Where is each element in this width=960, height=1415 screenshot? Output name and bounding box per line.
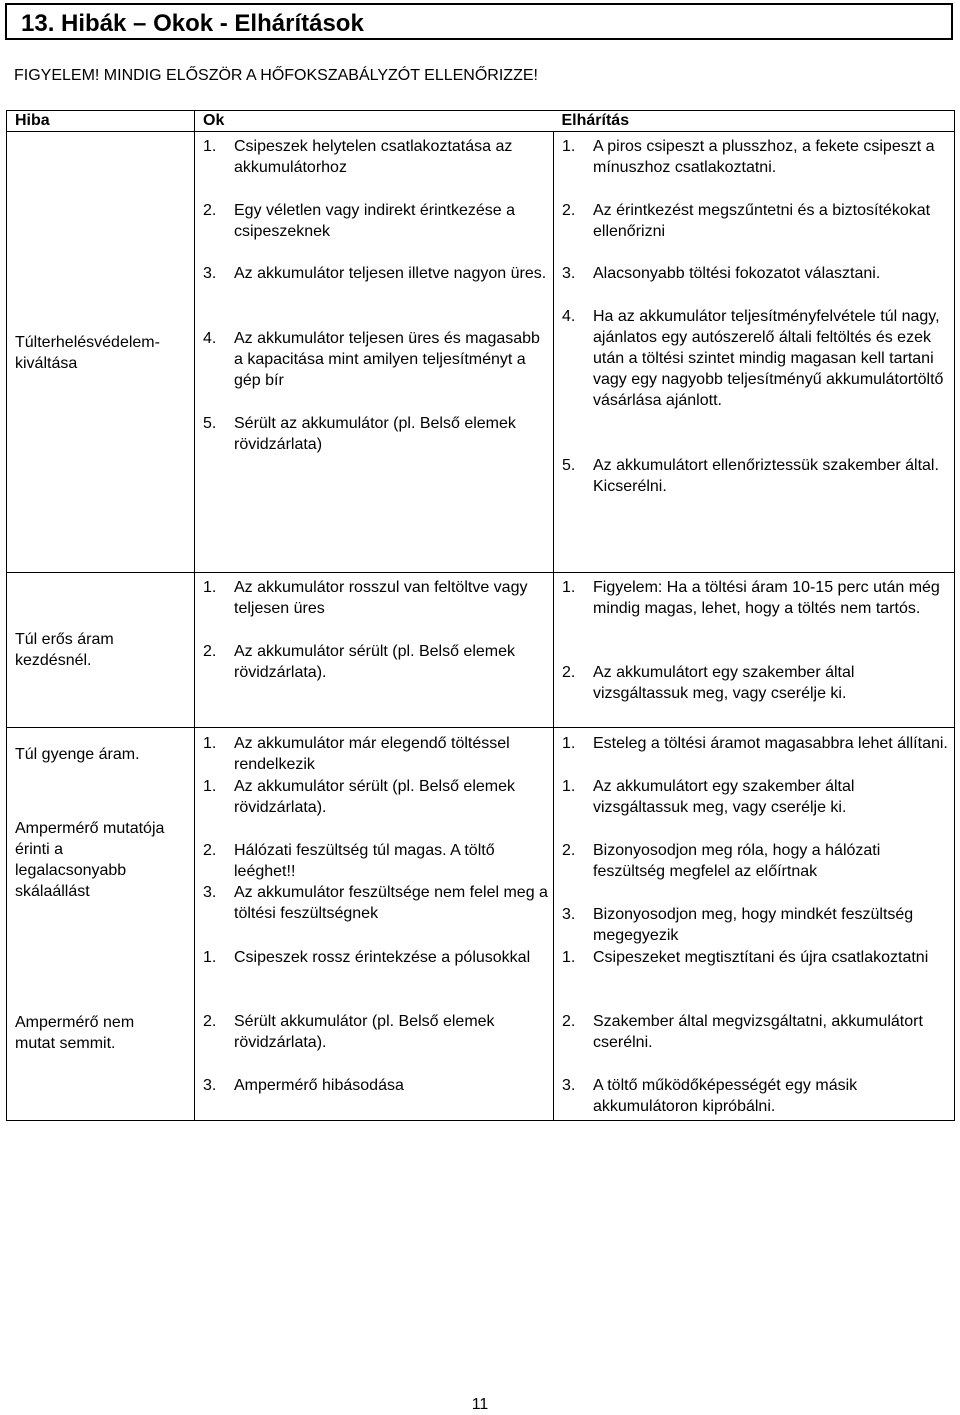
item-text: A piros csipeszt a plusszhoz, a fekete csipeszt a mínuszhoz csatlakoztatni. xyxy=(593,138,935,176)
hiba-text: Túlterhelésvédelem-kiváltása xyxy=(15,334,160,372)
item-text: Az akkumulátort egy szakember által vizsgáltassuk meg, vagy cserélje ki. xyxy=(593,778,855,816)
item-number: 3. xyxy=(203,884,217,901)
table-row xyxy=(7,728,955,1121)
item-number: 1. xyxy=(203,949,217,966)
item-text: Az érintkezést megszűntetni és a biztosítékokat ellenőrizni xyxy=(593,202,931,240)
hiba-cell xyxy=(7,573,195,728)
header-hiba: Hiba xyxy=(7,111,195,132)
item-number: 2. xyxy=(203,643,217,660)
page-number: 11 xyxy=(471,1396,489,1413)
list-item xyxy=(203,136,549,178)
hiba-text: Ampermérő mutatója érinti a legalacsonyabb skálaállást xyxy=(15,820,165,900)
item-number: 1. xyxy=(203,138,217,155)
item-number: 1. xyxy=(562,138,576,155)
list-item xyxy=(562,1075,950,1117)
elharitas-cell xyxy=(554,573,955,728)
item-text: Sérült akkumulátor (pl. Belső elemek rövidzárlata). xyxy=(234,1013,495,1051)
list-item xyxy=(562,263,950,284)
ok-cell xyxy=(195,573,554,728)
elharitas-cell xyxy=(554,728,955,1121)
item-number: 2. xyxy=(562,1013,576,1030)
ok-cell xyxy=(195,728,554,1121)
item-number: 4. xyxy=(203,330,217,347)
item-number: 3. xyxy=(562,906,576,923)
item-text: Az akkumulátor már elegendő töltéssel rendelkezik xyxy=(234,735,510,773)
list-item xyxy=(562,577,950,619)
header-elharitas: Elhárítás xyxy=(554,111,955,132)
list-item xyxy=(203,577,549,619)
item-text: Az akkumulátor sérült (pl. Belső elemek rövidzárlata). xyxy=(234,778,515,816)
item-text: Ha az akkumulátor teljesítményfelvétele túl nagy, ajánlatos egy autószerelő általi feltöltés és ezek után a töltési szintet mindig magasan kell tartani vagy egy nagyobb teljesítményű akkumulátortöltő vásárlása ajánlott. xyxy=(593,308,944,409)
item-number: 2. xyxy=(562,664,576,681)
item-number: 3. xyxy=(203,1077,217,1094)
item-number: 2. xyxy=(562,202,576,219)
list-item xyxy=(203,947,549,968)
item-number: 1. xyxy=(203,579,217,596)
list-item xyxy=(203,263,549,284)
hiba-cell xyxy=(7,728,195,1121)
item-number: 3. xyxy=(562,265,576,282)
list-item xyxy=(562,662,950,704)
list-item xyxy=(203,840,549,882)
list-item xyxy=(203,776,549,818)
table-row xyxy=(7,573,955,728)
item-number: 1. xyxy=(562,778,576,795)
item-text: Sérült az akkumulátor (pl. Belső elemek rövidzárlata) xyxy=(234,415,516,453)
item-text: Bizonyosodjon meg róla, hogy a hálózati feszültség megfelel az előírtnak xyxy=(593,842,881,880)
list-item xyxy=(203,882,549,924)
item-text: Egy véletlen vagy indirekt érintkezése a csipeszeknek xyxy=(234,202,516,240)
list-item xyxy=(562,947,950,968)
item-text: Csipeszeket megtisztítani és újra csatlakoztatni xyxy=(593,949,929,966)
item-number: 1. xyxy=(562,949,576,966)
list-item xyxy=(562,455,950,497)
hiba-text: Túl gyenge áram. xyxy=(15,746,140,763)
item-text: Figyelem: Ha a töltési áram 10-15 perc után még mindig magas, lehet, hogy a töltés nem tartós. xyxy=(593,579,940,617)
troubleshooting-table xyxy=(6,110,955,1121)
item-text: Esteleg a töltési áramot magasabbra lehet állítani. xyxy=(593,735,948,752)
table-header-row xyxy=(7,111,955,132)
item-number: 2. xyxy=(203,1013,217,1030)
ok-cell xyxy=(195,132,554,573)
item-text: Az akkumulátort egy szakember által vizsgáltassuk meg, vagy cserélje ki. xyxy=(593,664,855,702)
list-item xyxy=(203,1011,549,1053)
item-text: Szakember által megvizsgáltatni, akkumulátort cserélni. xyxy=(593,1013,923,1051)
page-title: 13. Hibák – Okok - Elhárítások xyxy=(21,10,364,37)
list-item xyxy=(562,840,950,882)
warning-text: FIGYELEM! MINDIG ELŐSZÖR A HŐFOKSZABÁLYZÓT ELLENŐRIZZE! xyxy=(14,67,538,84)
item-text: Az akkumulátort ellenőriztessük szakember által. Kicserélni. xyxy=(593,457,939,495)
table-row xyxy=(7,132,955,573)
item-text: Bizonyosodjon meg, hogy mindkét feszültség megegyezik xyxy=(593,906,914,944)
item-number: 1. xyxy=(203,778,217,795)
list-item xyxy=(562,1011,950,1053)
list-item xyxy=(203,328,549,391)
item-number: 2. xyxy=(562,842,576,859)
hiba-text: Túl erős áram kezdésnél. xyxy=(15,631,114,669)
elharitas-cell xyxy=(554,132,955,573)
list-item xyxy=(562,904,950,946)
item-text: Az akkumulátor sérült (pl. Belső elemek rövidzárlata). xyxy=(234,643,515,681)
list-item xyxy=(562,306,950,411)
item-text: Csipeszek rossz érintekzése a pólusokkal xyxy=(234,949,531,966)
list-item xyxy=(562,136,950,178)
item-number: 4. xyxy=(562,308,576,325)
item-number: 2. xyxy=(203,842,217,859)
list-item xyxy=(203,200,549,242)
item-text: Az akkumulátor feszültsége nem felel meg a töltési feszültségnek xyxy=(234,884,548,922)
item-number: 1. xyxy=(203,735,217,752)
item-number: 1. xyxy=(562,735,576,752)
item-number: 3. xyxy=(203,265,217,282)
item-text: Alacsonyabb töltési fokozatot választani. xyxy=(593,265,881,282)
list-item xyxy=(562,733,950,754)
hiba-text: Ampermérő nem mutat semmit. xyxy=(15,1014,135,1052)
item-text: Az akkumulátor rosszul van feltöltve vagy teljesen üres xyxy=(234,579,528,617)
item-number: 2. xyxy=(203,202,217,219)
title-box xyxy=(5,3,953,40)
list-item xyxy=(203,413,549,455)
item-number: 3. xyxy=(562,1077,576,1094)
list-item xyxy=(203,641,549,683)
list-item xyxy=(203,1075,549,1096)
item-text: Csipeszek helytelen csatlakoztatása az akkumulátorhoz xyxy=(234,138,513,176)
item-number: 5. xyxy=(562,457,576,474)
header-ok: Ok xyxy=(195,111,554,132)
item-text: Hálózati feszültség túl magas. A töltő leéghet!! xyxy=(234,842,495,880)
item-text: Az akkumulátor teljesen üres és magasabb a kapacitása mint amilyen teljesítményt a gép bír xyxy=(234,330,540,389)
list-item xyxy=(562,200,950,242)
hiba-cell xyxy=(7,132,195,573)
item-text: Az akkumulátor teljesen illetve nagyon üres. xyxy=(234,265,547,282)
list-item xyxy=(203,733,549,775)
item-text: A töltő működőképességét egy másik akkumulátoron kipróbálni. xyxy=(593,1077,858,1115)
item-number: 5. xyxy=(203,415,217,432)
item-text: Ampermérő hibásodása xyxy=(234,1077,404,1094)
list-item xyxy=(562,776,950,818)
item-number: 1. xyxy=(562,579,576,596)
